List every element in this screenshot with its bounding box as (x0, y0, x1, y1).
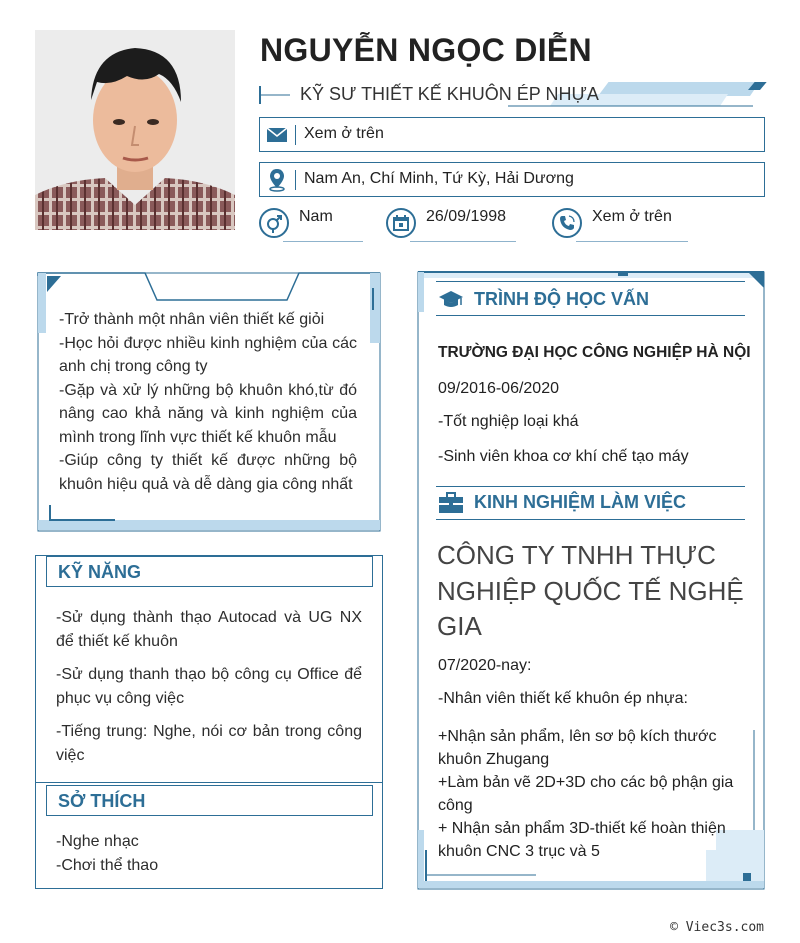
objective-line: -Giúp công ty thiết kế được những bộ khuôn hiệu quả và dễ dàng gia công nhất (59, 452, 357, 493)
objective-line: -Học hỏi được nhiều kinh nghiệm của các anh chị trong công ty (59, 334, 357, 375)
hobbies-heading: SỞ THÍCH (46, 785, 373, 816)
email-value: Xem ở trên (304, 125, 384, 142)
graduation-cap-icon (438, 289, 464, 311)
full-name: NGUYỄN NGỌC DIỄN (260, 32, 592, 68)
phone-value: Xem ở trên (592, 208, 672, 225)
education-detail: -Sinh viên khoa cơ khí chế tạo máy (438, 448, 689, 465)
address-field (259, 162, 765, 197)
mail-icon (264, 122, 290, 147)
email-field (259, 117, 765, 152)
duty-item: +Làm bản vẽ 2D+3D cho các bộ phận gia công (438, 774, 734, 814)
skills-section (35, 555, 383, 783)
gender-icon (259, 208, 289, 238)
education-heading: TRÌNH ĐỘ HỌC VẤN (474, 289, 649, 309)
duty-item: + Nhận sản phẩm 3D-thiết kế hoàn thiện khuôn CNC 3 trục và 5 (438, 820, 726, 860)
skill-item: -Sử dụng thành thạo Autocad và UG NX để thiết kế khuôn (56, 609, 362, 650)
birthday-value: 26/09/1998 (426, 208, 507, 225)
address-value: Nam An, Chí Minh, Tứ Kỳ, Hải Dương (304, 170, 574, 187)
objective-line: -Trở thành một nhân viên thiết kế giỏi (59, 311, 325, 328)
experience-heading: KINH NGHIỆM LÀM VIỆC (474, 492, 687, 512)
calendar-icon (386, 208, 416, 238)
duties-list (438, 725, 750, 863)
objective-line: -Gặp và xử lý những bộ khuôn khó,từ đó nâng cao khả năng và kinh nghiệm của mình trong lĩnh vực thiết kế khuôn mẫu (59, 381, 357, 446)
briefcase-icon (438, 492, 464, 514)
duty-item: +Nhận sản phẩm, lên sơ bộ kích thước khuôn Zhugang (438, 728, 717, 768)
hobby-item: -Chơi thể thao (56, 856, 159, 874)
right-column (416, 270, 766, 891)
skill-item: -Sử dụng thanh thạo bộ công cụ Office để phục vụ công việc (56, 666, 362, 707)
education-period: 09/2016-06/2020 (438, 380, 559, 397)
objective-text (59, 308, 357, 496)
gender-info (259, 208, 369, 248)
objective-section (35, 270, 383, 534)
hobbies-section (35, 782, 383, 889)
job-title-row (258, 82, 770, 108)
phone-icon (552, 208, 582, 238)
birthday-info (386, 208, 521, 248)
skills-heading: KỸ NĂNG (46, 556, 373, 587)
hobbies-list (56, 830, 362, 877)
company-name: CÔNG TY TNHH THỰC NGHIỆP QUỐC TẾ NGHỆ GIA (437, 540, 744, 641)
hobby-item: -Nghe nhạc (56, 833, 139, 850)
location-pin-icon (264, 167, 290, 192)
job-title: KỸ SƯ THIẾT KẾ KHUÔN ÉP NHỰA (300, 84, 599, 104)
experience-position: -Nhân viên thiết kế khuôn ép nhựa: (438, 690, 688, 707)
phone-info (552, 208, 692, 248)
skill-item: -Tiếng trung: Nghe, nói cơ bản trong công việc (56, 723, 362, 764)
gender-value: Nam (299, 208, 333, 225)
copyright: © Viec3s.com (670, 920, 764, 935)
school-name: TRƯỜNG ĐẠI HỌC CÔNG NGHIỆP HÀ NỘI (438, 344, 751, 361)
experience-period: 07/2020-nay: (438, 657, 532, 674)
profile-photo (35, 30, 235, 230)
skills-list (56, 606, 362, 767)
education-detail: -Tốt nghiệp loại khá (438, 413, 579, 430)
